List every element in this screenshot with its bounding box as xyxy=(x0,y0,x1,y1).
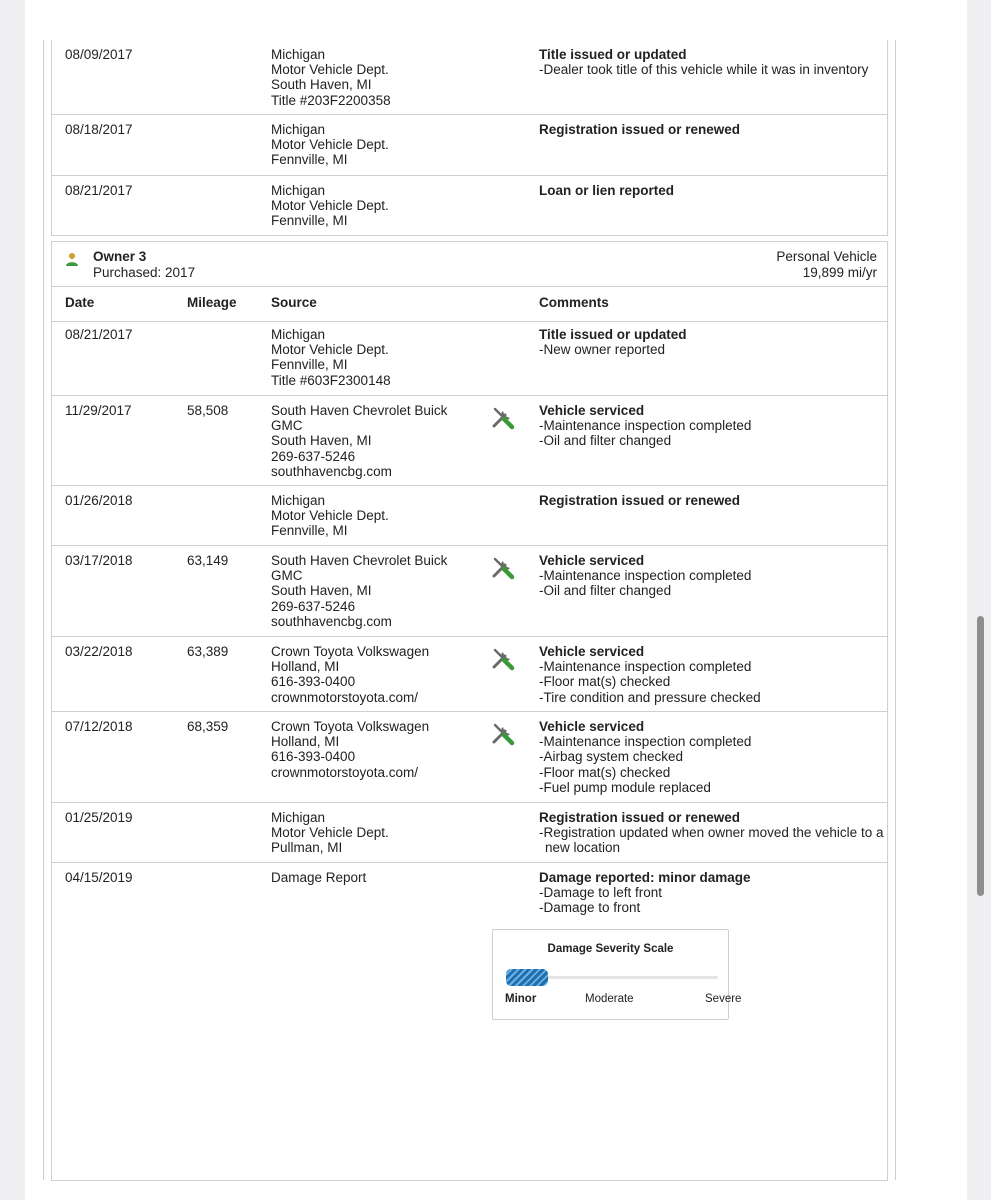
history-row xyxy=(52,863,887,1183)
severity-title: Damage Severity Scale xyxy=(547,943,674,955)
comment-title: Registration issued or renewed xyxy=(539,122,741,137)
comment-item: - Floor mat(s) checked xyxy=(539,765,884,780)
comment-title: Registration issued or renewed xyxy=(539,493,741,508)
comment-item: - Oil and filter changed xyxy=(539,433,884,448)
wrench-screwdriver-icon xyxy=(490,555,516,581)
owner-vehicle-type: Personal Vehicle xyxy=(776,249,877,264)
comment-title: Title issued or updated xyxy=(539,47,687,62)
history-row xyxy=(52,486,887,546)
comment-item: - Dealer took title of this vehicle while it was in inventory xyxy=(539,62,884,77)
row-date: 08/21/2017 xyxy=(65,327,133,342)
row-comments xyxy=(539,719,884,795)
row-comments xyxy=(539,327,884,357)
history-row xyxy=(52,176,887,235)
source-line: GMC xyxy=(271,568,303,584)
comment-title: Vehicle serviced xyxy=(539,403,645,418)
source-line: Fennville, MI xyxy=(271,152,348,168)
source-line: 269-637-5246 xyxy=(271,598,356,614)
row-source xyxy=(271,810,481,856)
row-comments xyxy=(539,47,884,77)
row-mileage: 63,389 xyxy=(187,644,229,659)
comment-title: Loan or lien reported xyxy=(539,183,675,198)
history-row xyxy=(52,712,887,803)
owner-header xyxy=(51,241,888,286)
severity-label-moderate: Moderate xyxy=(585,993,634,1005)
source-line: Title #203F2200358 xyxy=(271,92,391,108)
owner-name: Owner 3 xyxy=(93,249,147,264)
table-header xyxy=(51,286,888,322)
source-line: southhavencbg.com xyxy=(271,613,392,629)
row-date: 08/18/2017 xyxy=(65,122,133,137)
source-line: Pullman, MI xyxy=(271,840,343,856)
row-comments xyxy=(539,183,884,198)
row-comments xyxy=(539,493,884,508)
row-date: 08/09/2017 xyxy=(65,47,133,62)
source-line: South Haven Chevrolet Buick xyxy=(271,553,448,568)
comment-title: Vehicle serviced xyxy=(539,644,645,659)
comment-item: - Maintenance inspection completed xyxy=(539,418,884,433)
row-date: 01/26/2018 xyxy=(65,493,133,508)
row-source xyxy=(271,327,481,388)
history-row xyxy=(52,396,887,486)
row-date: 08/21/2017 xyxy=(65,183,133,198)
history-row xyxy=(52,40,887,115)
comment-item: - Maintenance inspection completed xyxy=(539,568,884,583)
source-line: Motor Vehicle Dept. xyxy=(271,137,389,153)
row-source xyxy=(271,47,481,108)
comment-title: Registration issued or renewed xyxy=(539,810,741,825)
source-line: Motor Vehicle Dept. xyxy=(271,342,389,358)
row-date: 03/17/2018 xyxy=(65,553,133,568)
comment-title: Vehicle serviced xyxy=(539,719,645,734)
comment-item: - New owner reported xyxy=(539,342,884,357)
row-comments xyxy=(539,644,884,705)
comment-item: - Maintenance inspection completed xyxy=(539,659,884,674)
column-date: Date xyxy=(65,295,95,310)
column-mileage: Mileage xyxy=(187,295,237,310)
owner-purchased: Purchased: 2017 xyxy=(93,265,196,280)
source-line: 616-393-0400 xyxy=(271,674,356,690)
severity-level-bar xyxy=(506,969,548,986)
wrench-screwdriver-icon xyxy=(490,646,516,672)
source-line: Holland, MI xyxy=(271,659,340,675)
source-line: Michigan xyxy=(271,183,326,198)
previous-owner-records xyxy=(51,40,888,236)
comment-item: - Floor mat(s) checked xyxy=(539,674,884,689)
comment-title: Damage reported: minor damage xyxy=(539,870,751,885)
source-line: South Haven, MI xyxy=(271,77,372,93)
owner-3-records xyxy=(51,320,888,1181)
row-date: 07/12/2018 xyxy=(65,719,133,734)
history-row xyxy=(52,803,887,863)
row-date: 03/22/2018 xyxy=(65,644,133,659)
source-line: South Haven Chevrolet Buick xyxy=(271,403,448,418)
row-source xyxy=(271,403,481,479)
row-source xyxy=(271,493,481,539)
vertical-scrollbar[interactable] xyxy=(977,616,984,896)
owner-miles-per-year: 19,899 mi/yr xyxy=(802,265,877,280)
wrench-screwdriver-icon xyxy=(490,721,516,747)
column-source: Source xyxy=(271,295,317,310)
row-source xyxy=(271,122,481,168)
row-source xyxy=(271,644,481,705)
source-line: Motor Vehicle Dept. xyxy=(271,825,389,841)
comment-item: - Airbag system checked xyxy=(539,749,884,764)
wrench-screwdriver-icon xyxy=(490,405,516,431)
source-line: Crown Toyota Volkswagen xyxy=(271,644,430,659)
source-line: crownmotorstoyota.com/ xyxy=(271,689,419,705)
source-line: Motor Vehicle Dept. xyxy=(271,508,389,524)
source-line: southhavencbg.com xyxy=(271,463,392,479)
comment-item: - Fuel pump module replaced xyxy=(539,780,884,795)
row-source xyxy=(271,719,481,780)
comment-item: - Maintenance inspection completed xyxy=(539,734,884,749)
source-line: Fennville, MI xyxy=(271,213,348,229)
comment-title: Vehicle serviced xyxy=(539,553,645,568)
history-row xyxy=(52,320,887,396)
severity-label-minor: Minor xyxy=(505,993,537,1005)
row-mileage: 58,508 xyxy=(187,403,229,418)
source-line: GMC xyxy=(271,418,303,434)
comment-title: Title issued or updated xyxy=(539,327,687,342)
history-row xyxy=(52,115,887,176)
damage-severity-scale xyxy=(492,929,742,1020)
row-date: 11/29/2017 xyxy=(65,403,132,418)
row-comments xyxy=(539,403,884,449)
source-line: Motor Vehicle Dept. xyxy=(271,198,389,214)
row-comments xyxy=(539,122,884,137)
column-comments: Comments xyxy=(539,295,609,310)
source-line: Holland, MI xyxy=(271,734,340,750)
source-line: 269-637-5246 xyxy=(271,448,356,464)
source-line: Fennville, MI xyxy=(271,523,348,539)
row-mileage: 63,149 xyxy=(187,553,229,568)
row-source xyxy=(271,183,481,229)
row-comments xyxy=(539,810,884,856)
source-line: Michigan xyxy=(271,47,326,62)
person-icon xyxy=(64,251,80,267)
row-date: 01/25/2019 xyxy=(65,810,133,825)
comment-item: - Damage to left front xyxy=(539,885,884,900)
source-line: Michigan xyxy=(271,327,326,342)
row-source xyxy=(271,553,481,629)
comment-item: - Oil and filter changed xyxy=(539,583,884,598)
comment-item: - Tire condition and pressure checked xyxy=(539,690,884,705)
source-line: Title #603F2300148 xyxy=(271,372,391,388)
source-line: Motor Vehicle Dept. xyxy=(271,62,389,78)
row-comments xyxy=(539,553,884,599)
source-line: crownmotorstoyota.com/ xyxy=(271,764,419,780)
severity-label-severe: Severe xyxy=(705,993,742,1005)
source-line: South Haven, MI xyxy=(271,433,372,449)
source-line: Damage Report xyxy=(271,870,367,885)
source-line: Crown Toyota Volkswagen xyxy=(271,719,430,734)
source-line: Michigan xyxy=(271,122,326,137)
comment-item: - Damage to front xyxy=(539,900,884,915)
source-line: Michigan xyxy=(271,493,326,508)
history-row xyxy=(52,546,887,637)
row-mileage: 68,359 xyxy=(187,719,229,734)
row-source xyxy=(271,870,481,885)
comment-item: - Registration updated when owner moved the vehicle to a new location xyxy=(539,825,884,855)
history-row xyxy=(52,637,887,712)
source-line: 616-393-0400 xyxy=(271,749,356,765)
row-date: 04/15/2019 xyxy=(65,870,133,885)
source-line: South Haven, MI xyxy=(271,583,372,599)
source-line: Michigan xyxy=(271,810,326,825)
row-comments xyxy=(539,870,884,916)
source-line: Fennville, MI xyxy=(271,357,348,373)
